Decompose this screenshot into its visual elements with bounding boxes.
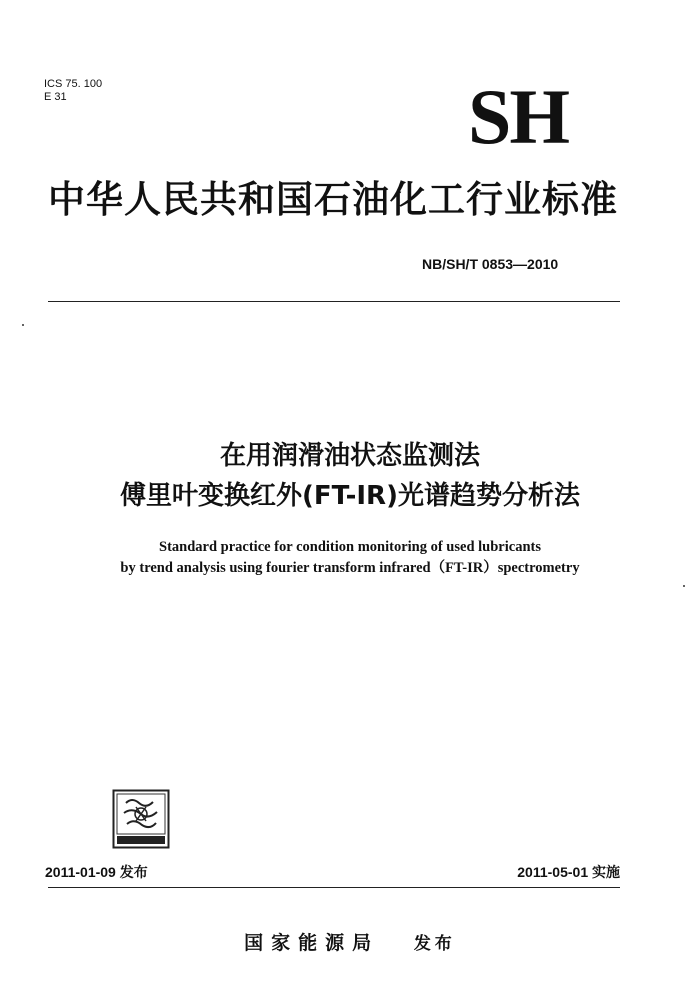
publisher-action: 发布 <box>413 934 456 954</box>
standard-code: NB/SH/T 0853—2010 <box>422 256 559 272</box>
sh-logo: SH <box>468 73 569 160</box>
standard-category-title: 中华人民共和国石油化工行业标准 <box>48 178 618 221</box>
issue-date: 2011-01-09 发布 <box>45 864 148 880</box>
title-en-line1: Standard practice for condition monitoring of used lubricants <box>159 539 541 555</box>
title-cn-line2: 傅里叶变换红外(FT-IR)光谱趋势分析法 <box>120 481 580 511</box>
publisher-line <box>0 931 700 956</box>
ics-code: ICS 75. 100 <box>44 78 103 90</box>
implementation-date: 2011-05-01 实施 <box>517 864 620 880</box>
title-cn-line1: 在用润滑油状态监测法 <box>219 441 480 471</box>
publisher-name: 国家能源局 <box>244 932 380 954</box>
bottom-divider <box>48 887 620 888</box>
ccs-code: E 31 <box>44 91 67 103</box>
publisher-seal-icon <box>112 789 170 849</box>
scan-speck <box>22 324 24 326</box>
title-en-line2: by trend analysis using fourier transform infrared（FT-IR）spectrometry <box>120 560 580 576</box>
scan-speck <box>683 585 685 587</box>
classification-block <box>44 78 102 104</box>
top-divider <box>48 301 620 302</box>
